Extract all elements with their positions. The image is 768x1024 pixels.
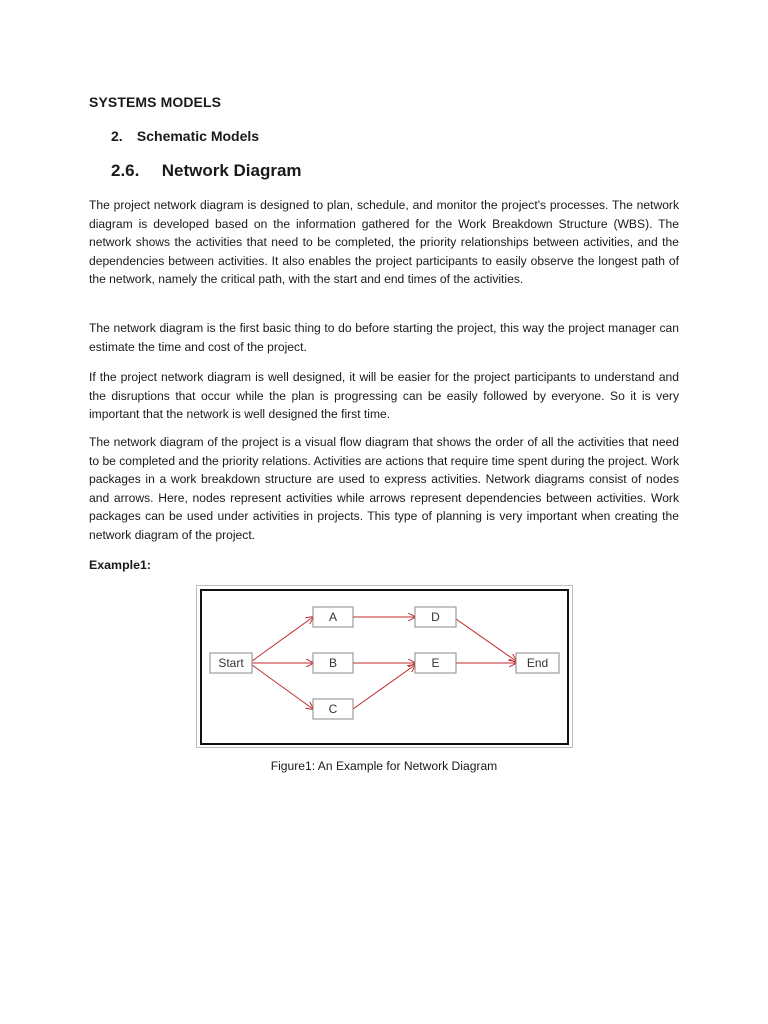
paragraph-3: If the project network diagram is well designed, it will be easier for the project participants to understand and the disruptions that occur while the plan is progressing can be easily followed by everyone. So it is very important that the network is well designed the first time. [89,370,679,422]
figure-frame [196,585,573,748]
document-heading: SYSTEMS MODELS [89,94,222,110]
node-d-label: D [431,610,440,624]
diagram-arrows [252,617,516,709]
node-start-label: Start [218,656,244,670]
node-c [313,699,353,719]
paragraph-2: The network diagram is the first basic thing to do before starting the project, this way the project manager can estimate the time and cost of the project. [89,321,679,354]
section-title: Network Diagram [161,161,302,180]
figure-caption: Figure1: An Example for Network Diagram [270,759,498,773]
subheading-number: 2. [111,128,123,144]
arrow-c-e [353,665,415,709]
arrow-d-end [456,619,516,661]
network-diagram-svg [202,591,567,743]
arrow-start-a [252,617,313,661]
section-number: 2.6. [111,161,140,180]
node-end [516,653,559,673]
node-start [210,653,252,673]
arrow-start-c [252,665,313,709]
node-b [313,653,353,673]
node-a-label: A [328,610,338,624]
section-heading [111,161,302,181]
node-e-label: E [431,656,440,670]
paragraph-4: The network diagram of the project is a visual flow diagram that shows the order of all the activities that need to be completed and the priority relations. Activities are actions that require time spent during the project. Work packages in a work breakdown structure are used to express activities. Network diagrams consist of nodes and arrows. Here, nodes represent activities while arrows represent dependencies between activities. Work packages can be used under activities in projects. This type of planning is very important when creating the network diagram of the project. [89,435,679,542]
node-end-label: End [526,656,549,670]
subheading [111,128,259,144]
subheading-title: Schematic Models [136,128,260,144]
paragraph-1: The project network diagram is designed to plan, schedule, and monitor the project's processes. The network diagram is developed based on the information gathered for the Work Breakdown Structure (WBS). The network shows the activities that need to be completed, the priority relationships between activities, and the dependencies between activities. It also enables the project participants to easily observe the longest path of the network, namely the critical path, with the start and end times of the activities. [89,198,679,287]
network-diagram [200,589,569,745]
node-b-label: B [328,656,338,670]
node-e [415,653,456,673]
node-a [313,607,353,627]
node-d [415,607,456,627]
node-c-label: C [328,702,338,716]
example-label: Example1: [89,558,151,572]
